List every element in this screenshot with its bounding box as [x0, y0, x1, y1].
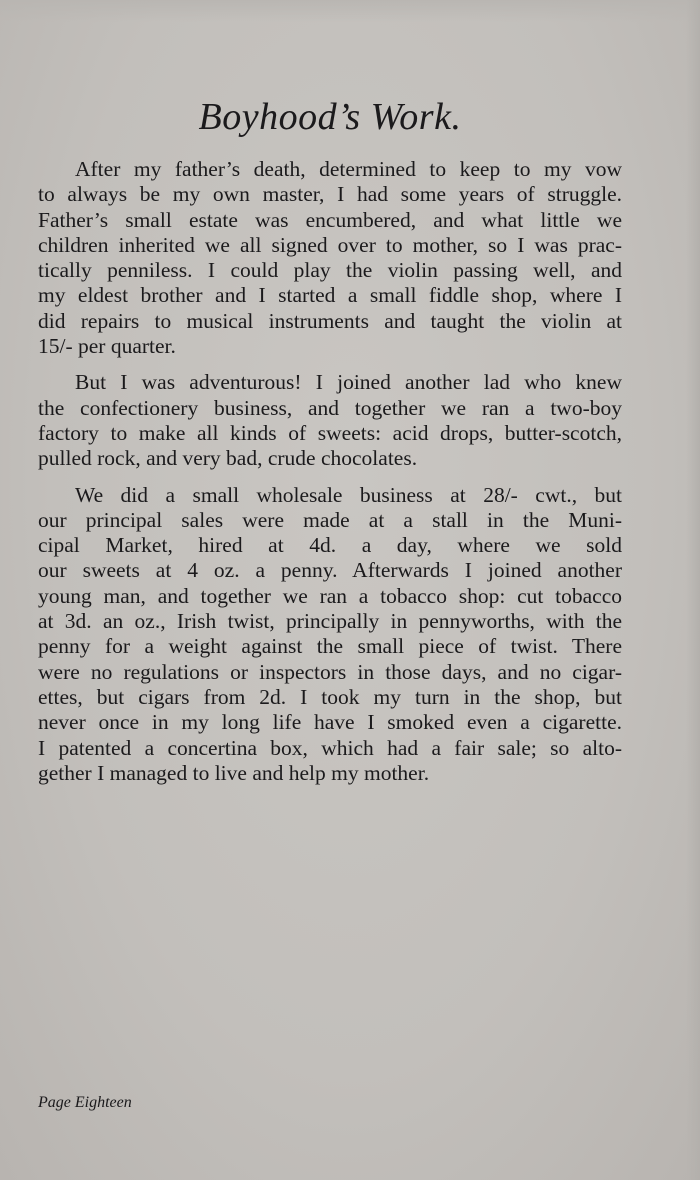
text-line: factory to make all kinds of sweets: acid drops, butter-scotch, — [38, 420, 622, 445]
text-line: never once in my long life have I smoked even a cigarette. — [38, 710, 622, 735]
text-line: at 3d. an oz., Irish twist, principally in pennyworths, with the — [38, 609, 622, 634]
paragraph-1 — [38, 157, 622, 359]
paragraph-3 — [38, 483, 622, 787]
text-line: Father’s small estate was encumbered, and what little we — [38, 207, 622, 232]
text-line: gether I managed to live and help my mother. — [38, 760, 430, 785]
text-line: young man, and together we ran a tobacco shop: cut tobacco — [38, 583, 622, 608]
text-line: tically penniless. I could play the violin passing well, and — [38, 258, 622, 283]
page-edge-shadow-right — [686, 0, 700, 1180]
page-edge-shadow-top — [0, 0, 700, 22]
text-line: We did a small wholesale business at 28/- cwt., but — [75, 482, 622, 507]
text-line: cipal Market, hired at 4d. a day, where we sold — [38, 533, 622, 558]
text-line: to always be my own master, I had some years of struggle. — [38, 182, 622, 207]
text-line: penny for a weight against the small piece of twist. There — [38, 634, 622, 659]
text-line: I patented a concertina box, which had a fair sale; so alto- — [38, 735, 622, 760]
text-line: our sweets at 4 oz. a penny. Afterwards I joined another — [38, 558, 622, 583]
text-line: ettes, but cigars from 2d. I took my turn in the shop, but — [38, 684, 622, 709]
text-line: were no regulations or inspectors in those days, and no cigar- — [38, 659, 622, 684]
text-line: the confectionery business, and together we ran a two-boy — [38, 395, 622, 420]
body-text — [38, 157, 622, 797]
text-line: 15/- per quarter. — [38, 334, 176, 359]
text-line: children inherited we all signed over to mother, so I was prac- — [38, 232, 622, 257]
page-number-footer: Page Eighteen — [38, 1094, 132, 1111]
text-line: our principal sales were made at a stall in the Muni- — [38, 507, 622, 532]
text-line: pulled rock, and very bad, crude chocolates. — [38, 446, 418, 471]
text-line: my eldest brother and I started a small fiddle shop, where I — [38, 283, 622, 308]
paragraph-2 — [38, 370, 622, 471]
text-line: did repairs to musical instruments and taught the violin at — [38, 308, 622, 333]
text-line: But I was adventurous! I joined another lad who knew — [75, 370, 622, 395]
text-line: After my father’s death, determined to keep to my vow — [75, 157, 622, 181]
chapter-title: Boyhood’s Work. — [198, 96, 462, 138]
